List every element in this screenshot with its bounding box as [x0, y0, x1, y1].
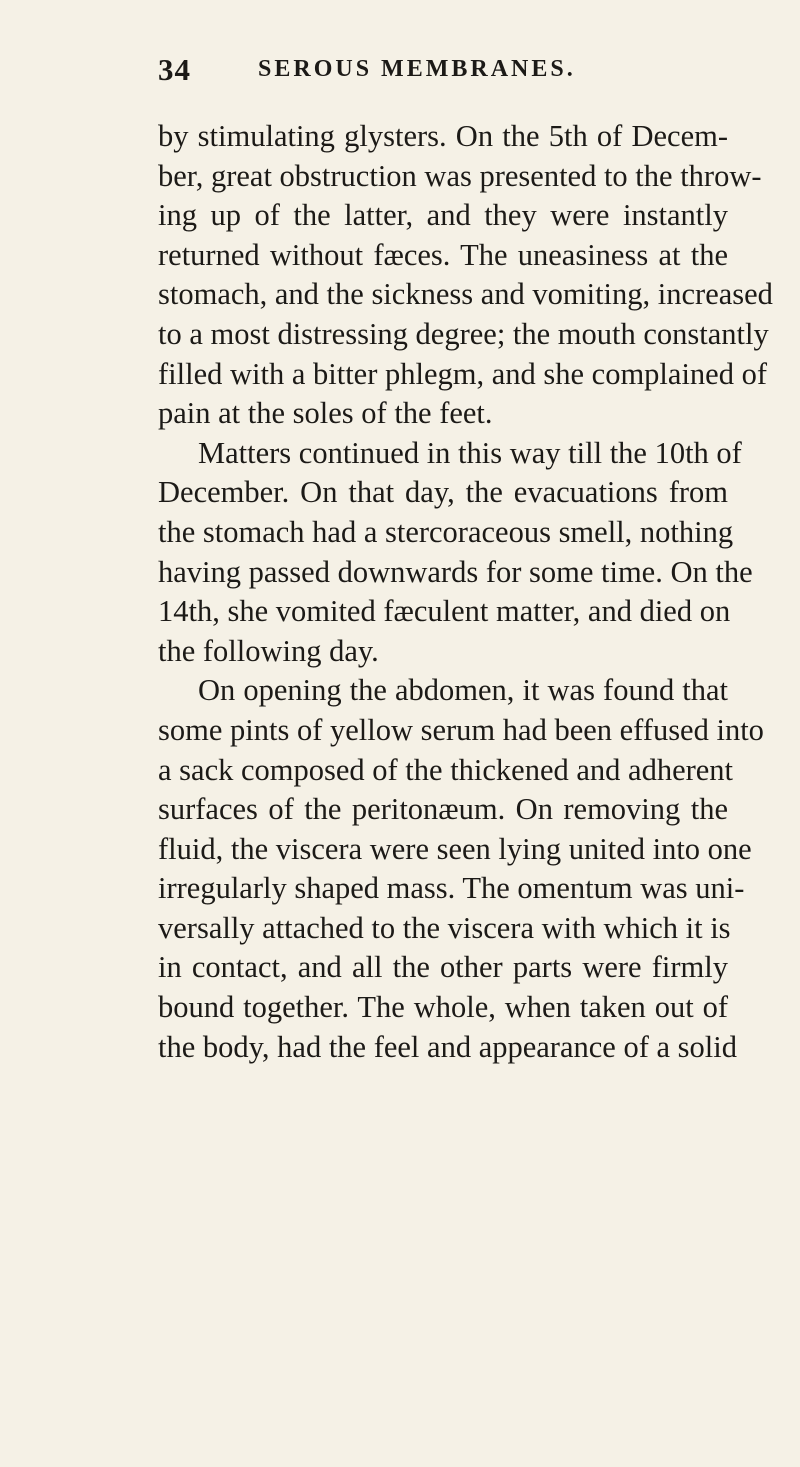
text-line: by stimulating glysters. On the 5th of Decem- [158, 119, 728, 153]
text-line: 14th, she vomited fæculent matter, and died on [158, 594, 731, 629]
text-line: the body, had the feel and appearance of a solid [158, 1029, 737, 1064]
text-line: bound together. The whole, when taken out of [158, 990, 728, 1025]
text-line: surfaces of the peritonæum. On removing the [158, 792, 728, 827]
text-line: December. On that day, the evacuations from [158, 475, 728, 510]
text-line: the following day. [158, 633, 379, 668]
text-line: On opening the abdomen, it was found that [198, 673, 728, 708]
text-line: Matters continued in this way till the 10th of [198, 435, 742, 470]
text-line: a sack composed of the thickened and adherent [158, 752, 734, 787]
text-line: to a most distressing degree; the mouth constantly [158, 316, 769, 351]
text-line: pain at the soles of the feet. [158, 396, 493, 431]
text-line: ing up of the latter, and they were instantly [158, 198, 728, 233]
text-line: the stomach had a stercoraceous smell, nothing [158, 514, 734, 549]
text-line: stomach, and the sickness and vomiting, increased [158, 277, 773, 312]
text-line: versally attached to the viscera with which it is [158, 910, 731, 945]
text-line: fluid, the viscera were seen lying united into one [158, 831, 752, 866]
text-line: returned without fæces. The uneasiness at the [158, 237, 728, 272]
running-head: SEROUS MEMBRANES. [258, 56, 576, 82]
text-line: in contact, and all the other parts were firmly [158, 950, 728, 985]
text-line: some pints of yellow serum had been effused into [158, 712, 764, 747]
text-line: filled with a bitter phlegm, and she complained of [158, 356, 767, 391]
text-line: having passed downwards for some time. On the [158, 554, 753, 589]
body-text [158, 117, 773, 1067]
text-line: irregularly shaped mass. The omentum was uni- [158, 871, 745, 906]
text-line: ber, great obstruction was presented to the throw- [158, 158, 762, 193]
page-header [158, 52, 718, 92]
page-number: 34 [158, 52, 191, 87]
